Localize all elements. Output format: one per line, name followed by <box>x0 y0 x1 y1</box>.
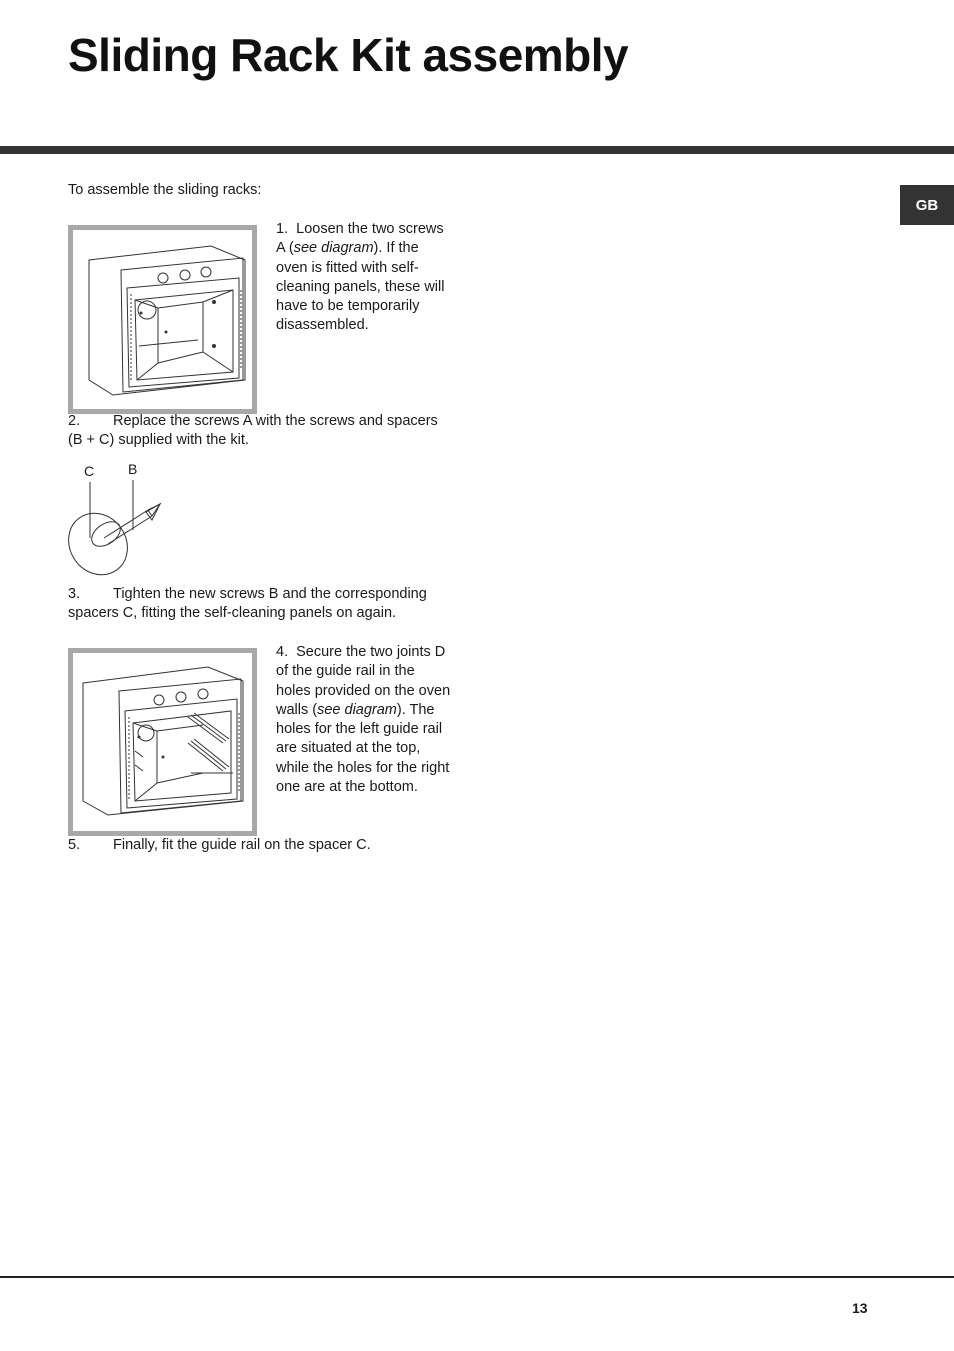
step-1 <box>276 220 451 336</box>
step-2 <box>68 412 438 451</box>
language-tab: GB <box>900 185 954 225</box>
label-c: C <box>84 463 95 479</box>
oven-guide-rails-illustration <box>73 653 252 831</box>
step-1-text-b: ). If the oven is fitted with self-cleaning panels, these will have to be temporarily disassembled. <box>276 240 445 334</box>
step-4-text-b: ). The holes for the left guide rail are situated at the top, while the holes for the right one are at the bottom. <box>276 701 450 796</box>
step-5-text: Finally, fit the guide rail on the spacer C. <box>113 837 371 853</box>
step-3-number: 3. <box>68 586 81 602</box>
step-2-text: Replace the screws A with the screws and spacers (B + C) supplied with the kit. <box>68 413 438 449</box>
oven-diagram-screws <box>68 225 257 414</box>
step-4-number: 4. <box>276 644 289 660</box>
step-3 <box>68 585 438 624</box>
intro-text: To assemble the sliding racks: <box>68 182 262 198</box>
step-1-emphasis: see diagram <box>293 240 374 257</box>
page-number: 13 <box>852 1300 868 1316</box>
page-title: Sliding Rack Kit assembly <box>68 29 629 81</box>
step-2-number: 2. <box>68 413 81 429</box>
footer-divider <box>0 1276 954 1278</box>
step-4-text-a: Secure the two joints D of the guide rail in the holes provided on the oven walls ( <box>276 644 451 718</box>
step-5-number: 5. <box>68 837 81 853</box>
oven-screws-illustration <box>73 230 252 408</box>
screw-spacer-illustration <box>64 460 174 580</box>
oven-diagram-guide-rails <box>68 648 257 836</box>
step-1-number: 1. <box>276 221 289 237</box>
step-3-text: Tighten the new screws B and the corresponding spacers C, fitting the self-cleaning panels on again. <box>68 586 427 622</box>
step-4 <box>276 643 451 797</box>
step-5 <box>68 836 438 855</box>
step-4-emphasis: see diagram <box>317 701 397 718</box>
label-b: B <box>128 461 138 477</box>
step-1-text-a: Loosen the two screws A ( <box>276 221 444 257</box>
header-divider <box>0 146 954 154</box>
